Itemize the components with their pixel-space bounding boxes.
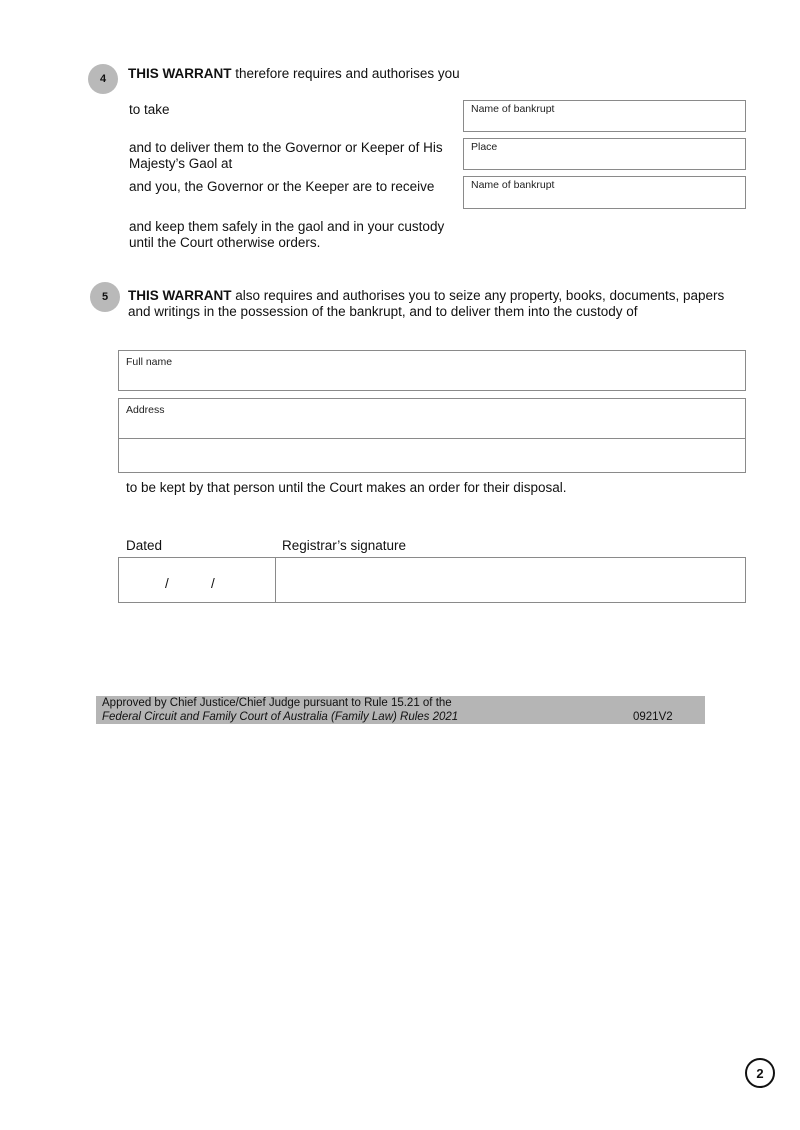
footer-line-2: Federal Circuit and Family Court of Australia (Family Law) Rules 2021 (102, 711, 459, 723)
footer-line-1: Approved by Chief Justice/Chief Judge pursuant to Rule 15.21 of the (102, 697, 452, 709)
receive-text: and you, the Governor or the Keeper are to receive (129, 179, 435, 194)
section-4-number (88, 64, 118, 94)
bankrupt-name-field-2[interactable] (463, 176, 746, 209)
bankrupt-name-field-1-label: Name of bankrupt (471, 103, 555, 115)
kept-text: to be kept by that person until the Court makes an order for their disposal. (126, 480, 567, 495)
to-take-text: to take (129, 102, 170, 117)
address-field-label: Address (126, 404, 165, 416)
section-5-number (90, 282, 120, 312)
registrar-signature-label: Registrar’s signature (282, 538, 407, 553)
address-field-line-2[interactable] (118, 438, 746, 473)
section-5-number-text: 5 (101, 291, 109, 303)
section-4-heading-bold: THIS WARRANT (128, 66, 232, 81)
approval-footer (96, 696, 705, 724)
form-code: 0921V2 (633, 711, 673, 723)
deliver-text: and to deliver them to the Governor or Keeper of His Majesty’s Gaol at (129, 140, 443, 171)
section-5-heading (128, 288, 733, 320)
section-5-heading-bold: THIS WARRANT (128, 288, 232, 303)
page-number-text: 2 (756, 1065, 764, 1081)
address-field[interactable] (118, 398, 746, 439)
section-4-heading (128, 66, 628, 82)
place-field-label: Place (471, 141, 498, 153)
date-field[interactable] (118, 557, 276, 603)
full-name-field-label: Full name (126, 356, 173, 368)
full-name-field[interactable] (118, 350, 746, 391)
registrar-signature-field[interactable] (275, 557, 746, 603)
keep-text: and keep them safely in the gaol and in your custody until the Court otherwise orders. (129, 219, 445, 250)
bankrupt-name-field-2-label: Name of bankrupt (471, 179, 555, 191)
section-4-number-text: 4 (99, 73, 107, 85)
place-field[interactable] (463, 138, 746, 170)
section-4-heading-rest: therefore requires and authorises you (231, 66, 460, 81)
page-number (745, 1058, 775, 1088)
section-5-heading-rest: also requires and authorises you to seize any property, books, documents, papers and writings in the possession of the bankrupt, and to deliver them into the custody of (128, 288, 725, 319)
date-separator-1: / (165, 576, 169, 591)
dated-label: Dated (126, 538, 163, 553)
date-separator-2: / (211, 576, 215, 591)
bankrupt-name-field-1[interactable] (463, 100, 746, 132)
